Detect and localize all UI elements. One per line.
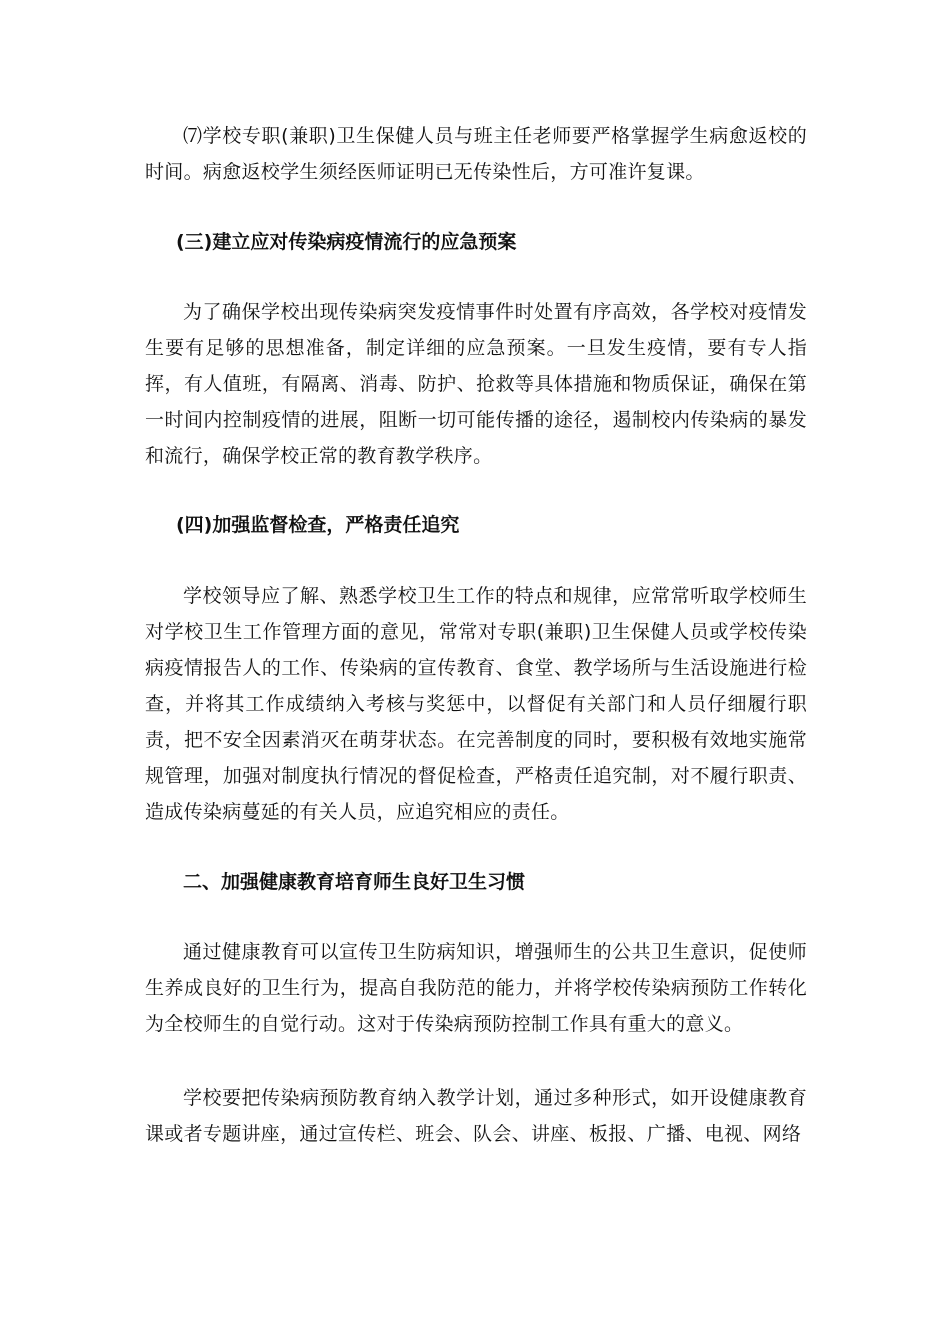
paragraph-return-to-school: ⑺学校专职(兼职)卫生保健人员与班主任老师要严格掌握学生病愈返校的时间。病愈返校学生须经医师证明已无传染性后，方可准许复课。 <box>145 125 807 183</box>
paragraph-emergency-plan: 为了确保学校出现传染病突发疫情事件时处置有序高效，各学校对疫情发生要有足够的思想准备，制定详细的应急预案。一旦发生疫情，要有专人指挥，有人值班，有隔离、消毒、防护、抢救等具体措施和物质保证，确保在第一时间内控制疫情的进展，阻断一切可能传播的途径，遏制校内传染病的暴发和流行，确保学校正常的教育教学秩序。 <box>145 301 807 467</box>
section-heading-emergency-plan: (三)建立应对传染病疫情流行的应急预案 <box>176 231 517 253</box>
paragraph-health-education: 通过健康教育可以宣传卫生防病知识，增强师生的公共卫生意识，促使师生养成良好的卫生行为，提高自我防范的能力，并将学校传染病预防工作转化为全校师生的自觉行动。这对于传染病预防控制工作具有重大的意义。 <box>145 941 807 1035</box>
paragraph-teaching-plan: 学校要把传染病预防教育纳入教学计划，通过多种形式，如开设健康教育课或者专题讲座，通过宣传栏、班会、队会、讲座、板报、广播、电视、网络 <box>145 1087 807 1145</box>
section-heading-health-education: 二、加强健康教育培育师生良好卫生习惯 <box>183 871 526 893</box>
paragraph-supervision: 学校领导应了解、熟悉学校卫生工作的特点和规律，应常常听取学校师生对学校卫生工作管理方面的意见，常常对专职(兼职)卫生保健人员或学校传染病疫情报告人的工作、传染病的宣传教育、食堂、教学场所与生活设施进行检查，并将其工作成绩纳入考核与奖惩中，以督促有关部门和人员仔细履行职责，把不安全因素消灭在萌芽状态。在完善制度的同时，要积极有效地实施常规管理，加强对制度执行情况的督促检查，严格责任追究制，对不履行职责、造成传染病蔓延的有关人员，应追究相应的责任。 <box>145 585 807 823</box>
section-heading-supervision: (四)加强监督检查，严格责任追究 <box>176 514 460 536</box>
